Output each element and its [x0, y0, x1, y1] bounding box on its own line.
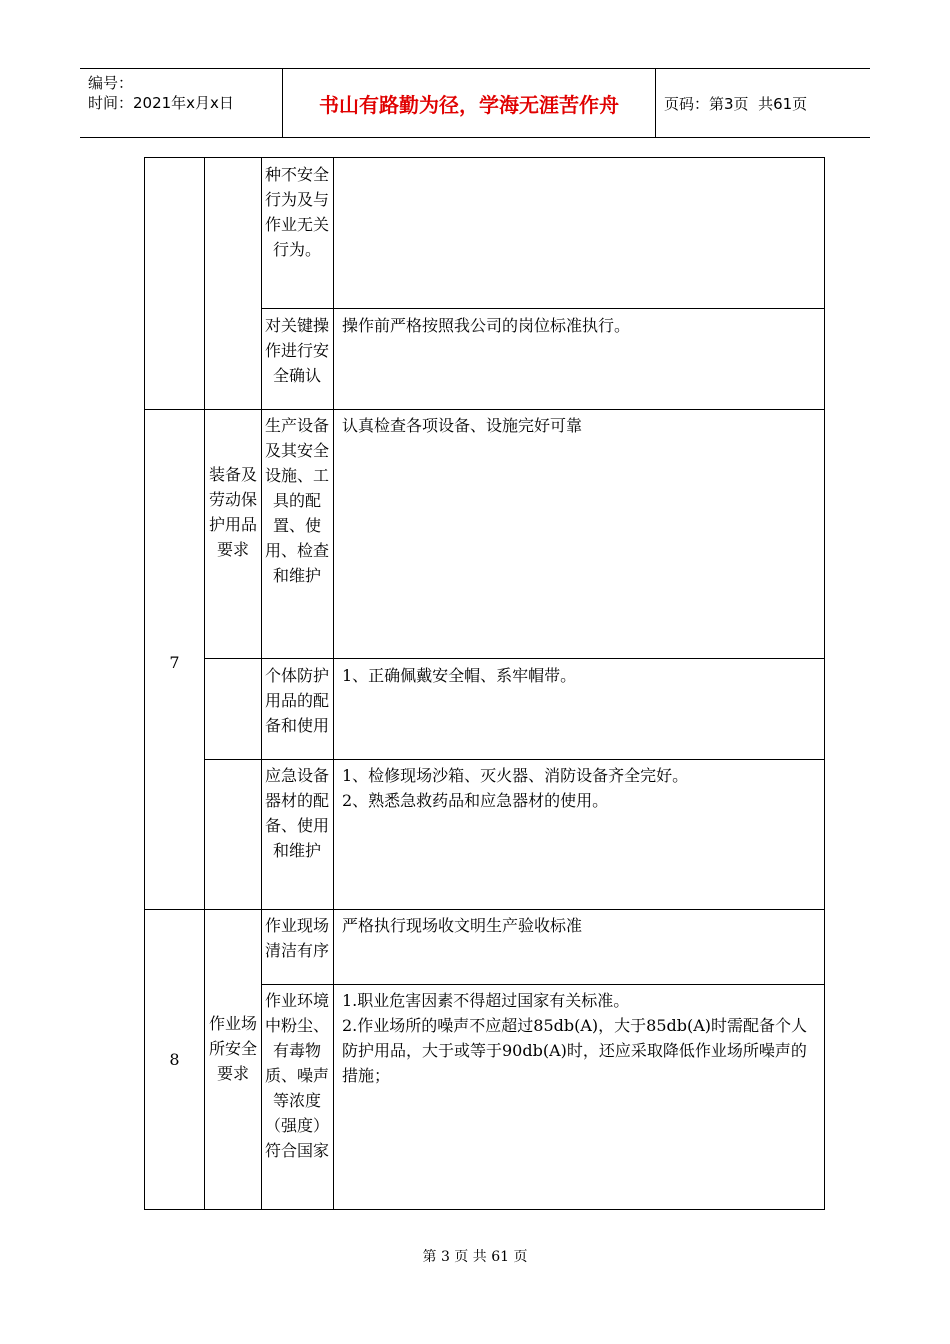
row-divider	[261, 308, 824, 309]
table-row-item: 作业环境中粉尘、有毒物质、噪声等浓度（强度）符合国家	[264, 991, 329, 1160]
document-date-label: 时间：2021年x月x日	[88, 94, 234, 112]
content-line: 1.职业危害因素不得超过国家有关标准。	[342, 991, 630, 1010]
page-footer: 第 3 页 共 61 页	[422, 1249, 528, 1265]
row-divider	[204, 759, 824, 760]
page-header	[80, 68, 870, 138]
table-row-item: 作业现场清洁有序	[264, 916, 329, 960]
table-row-content: 严格执行现场收文明生产验收标准	[342, 916, 583, 935]
safety-requirements-table	[144, 157, 825, 1210]
table-row-content: 操作前严格按照我公司的岗位标准执行。	[342, 316, 631, 335]
row-divider	[145, 909, 824, 910]
table-row-item: 生产设备及其安全设施、工具的配置、使用、检查和维护	[264, 416, 329, 585]
column-divider	[333, 158, 334, 1209]
content-line: 2、熟悉急救药品和应急器材的使用。	[342, 791, 609, 810]
section-number: 7	[169, 653, 180, 672]
row-divider	[145, 409, 824, 410]
header-motto: 书山有路勤为径，学海无涯苦作舟	[319, 92, 619, 117]
table-row-content: 认真检查各项设备、设施完好可靠	[342, 416, 583, 435]
table-row-item: 应急设备器材的配备、使用和维护	[264, 766, 329, 860]
document-code-label: 编号：	[88, 74, 134, 92]
table-row-item: 种不安全行为及与作业无关行为。	[264, 165, 329, 259]
header-page-number: 页码：第3页 共61页	[664, 94, 808, 113]
row-divider	[261, 984, 824, 985]
table-row-content: 1、正确佩戴安全帽、系牢帽带。	[342, 666, 577, 685]
content-line: 2.作业场所的噪声不应超过85db(A)，大于85db(A)时需配备个人防护用品，大于或等于90db(A)时，还应采取降低作业场所噪声的措施；	[342, 1016, 808, 1085]
table-row-content	[342, 763, 820, 813]
section-category: 作业场所安全要求	[208, 1014, 257, 1083]
table-row-item: 个体防护用品的配备和使用	[264, 666, 329, 735]
table-row-item: 对关键操作进行安全确认	[264, 316, 329, 385]
section-number: 8	[169, 1050, 180, 1069]
section-category: 装备及劳动保护用品要求	[208, 465, 257, 559]
table-row-content	[342, 988, 820, 1088]
header-meta	[88, 73, 234, 113]
content-line: 1、检修现场沙箱、灭火器、消防设备齐全完好。	[342, 766, 689, 785]
row-divider	[204, 658, 824, 659]
header-divider	[655, 69, 656, 137]
